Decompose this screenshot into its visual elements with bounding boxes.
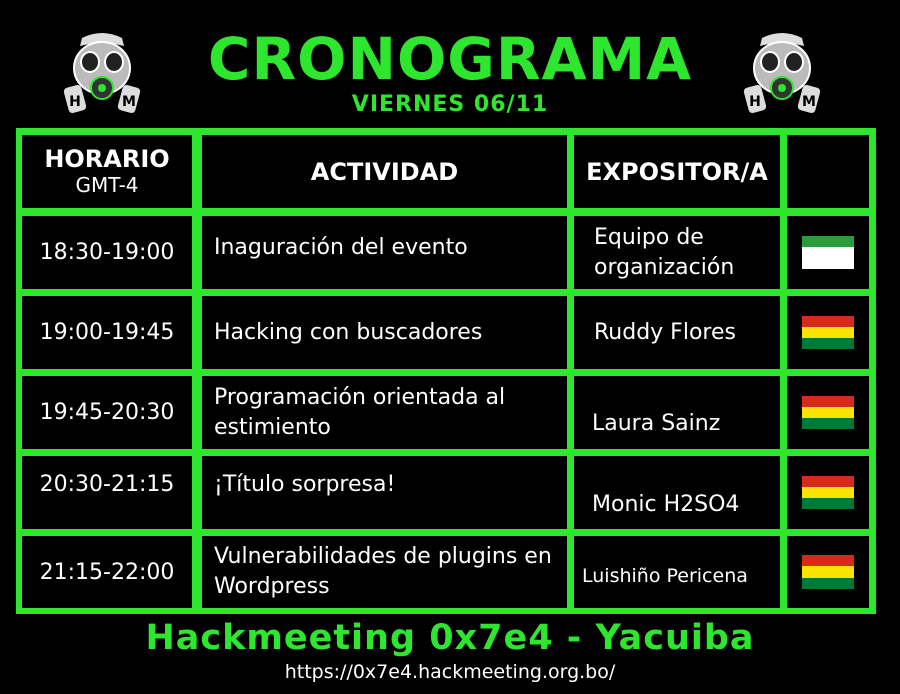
header-expositor bbox=[574, 135, 780, 208]
svg-text:H: H bbox=[749, 94, 761, 110]
row-5-speaker: Luishiño Pericena bbox=[574, 536, 780, 608]
row-2-time: 19:00-19:45 bbox=[22, 296, 192, 369]
event-url[interactable]: https://0x7e4.hackmeeting.org.bo/ bbox=[284, 661, 616, 683]
bolivia-flag-icon bbox=[802, 476, 854, 510]
header-horario-label: HORARIO bbox=[44, 144, 170, 173]
row-1-activity: Inaguración del evento bbox=[202, 216, 567, 289]
gas-mask-logo-right bbox=[742, 28, 822, 120]
svg-text:M: M bbox=[122, 94, 136, 110]
row-3-time: 19:45-20:30 bbox=[22, 376, 192, 449]
svg-text:M: M bbox=[802, 94, 816, 110]
svg-text:H: H bbox=[69, 94, 81, 110]
row-1-flag-cell bbox=[787, 216, 869, 289]
bolivia-flag-icon bbox=[802, 316, 854, 350]
header-actividad-label: ACTIVIDAD bbox=[310, 157, 459, 186]
row-3-activity: Programación orientada al estimiento bbox=[202, 376, 567, 449]
schedule-table bbox=[16, 128, 876, 614]
page-title: CRONOGRAMA bbox=[207, 25, 693, 93]
row-5-activity: Vulnerabilidades de plugins en Wordpress bbox=[202, 536, 567, 608]
header-expositor-label: EXPOSITOR/A bbox=[586, 157, 768, 186]
event-name: Hackmeeting 0x7e4 - Yacuiba bbox=[145, 618, 755, 658]
header-flag-empty bbox=[787, 135, 869, 208]
row-1-time: 18:30-19:00 bbox=[22, 216, 192, 289]
row-4-speaker: Monic H2SO4 bbox=[574, 456, 780, 529]
header-horario bbox=[22, 135, 192, 208]
page-subtitle: VIERNES 06/11 bbox=[351, 92, 549, 117]
row-2-flag-cell bbox=[787, 296, 869, 369]
row-3-flag-cell bbox=[787, 376, 869, 449]
row-1-speaker: Equipo de organización bbox=[574, 216, 780, 289]
row-3-speaker: Laura Sainz bbox=[574, 376, 780, 449]
header-actividad bbox=[202, 135, 567, 208]
row-5-flag-cell bbox=[787, 536, 869, 608]
gas-mask-logo-left bbox=[62, 28, 142, 120]
bolivia-flag-icon bbox=[802, 396, 854, 430]
row-4-activity: ¡Título sorpresa! bbox=[202, 456, 567, 529]
row-4-flag-cell bbox=[787, 456, 869, 529]
bolivia-flag-icon bbox=[802, 555, 854, 589]
white-green-flag-icon bbox=[802, 236, 854, 270]
row-5-time: 21:15-22:00 bbox=[22, 536, 192, 608]
header-timezone-label: GMT-4 bbox=[75, 172, 139, 197]
row-2-speaker: Ruddy Flores bbox=[574, 296, 780, 369]
row-4-time: 20:30-21:15 bbox=[22, 456, 192, 529]
row-2-activity: Hacking con buscadores bbox=[202, 296, 567, 369]
